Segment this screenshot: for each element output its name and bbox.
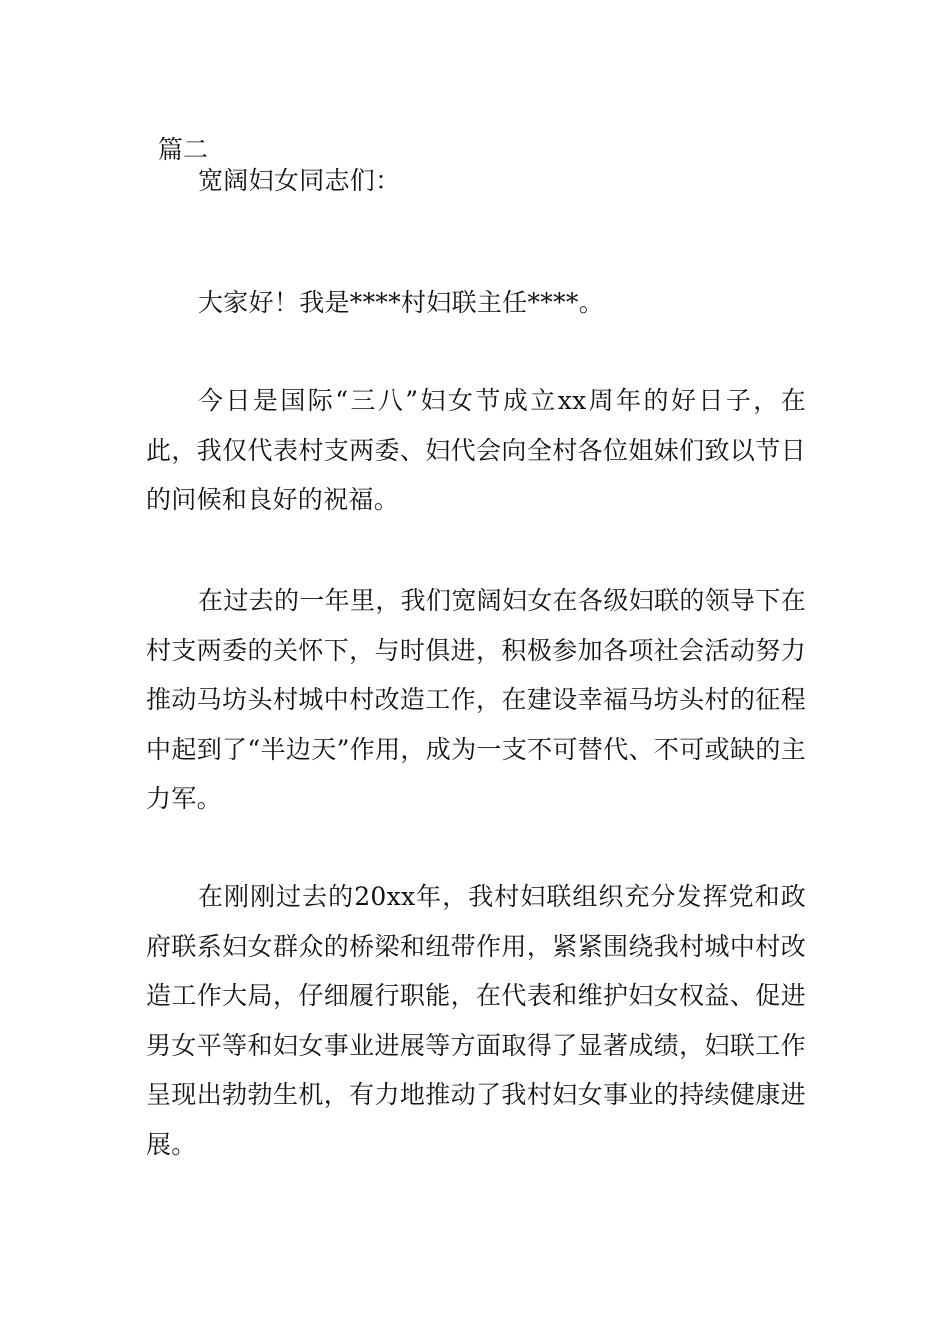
salutation: 宽阔妇女同志们： — [198, 166, 401, 195]
section-title: 篇二 — [158, 135, 209, 164]
greeting-paragraph: 大家好！我是****村妇联主任****。 — [198, 288, 605, 317]
body-paragraph: 今日是国际“三八”妇女节成立xx周年的好日子，在此，我仅代表村支两委、妇代会向全村各位姐妹们致以节日的问候和良好的祝福。 — [146, 386, 806, 514]
body-paragraph: 在过去的一年里，我们宽阔妇女在各级妇联的领导下在村支两委的关怀下，与时俱进，积极参加各项社会活动努力推动马坊头村城中村改造工作，在建设幸福马坊头村的征程中起到了“半边天”作用，成为一支不可替代、不可或缺的主力军。 — [146, 586, 806, 813]
body-paragraph: 在刚刚过去的20xx年，我村妇联组织充分发挥党和政府联系妇女群众的桥梁和纽带作用，紧紧围绕我村城中村改造工作大局，仔细履行职能，在代表和维护妇女权益、促进男女平等和妇女事业进展等方面取得了显著成绩，妇联工作呈现出勃勃生机，有力地推动了我村妇女事业的持续健康进展。 — [146, 882, 806, 1159]
